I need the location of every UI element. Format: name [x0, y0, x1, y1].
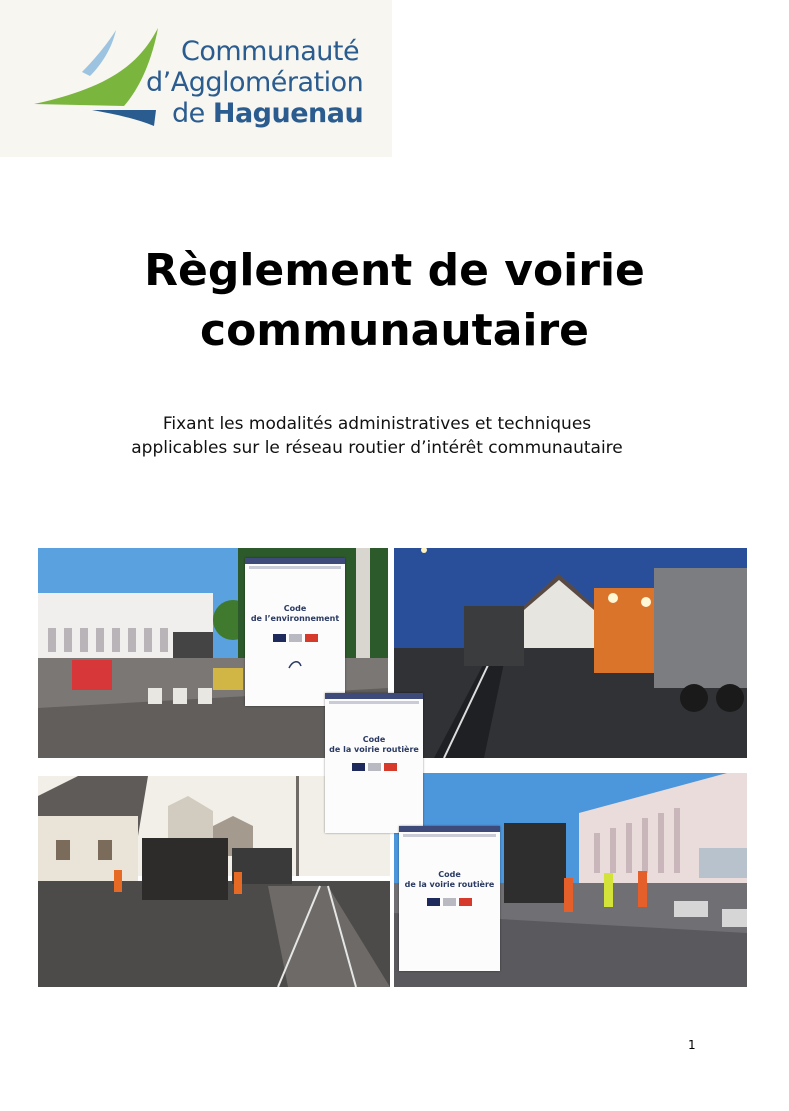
cover-title-line2: de la voirie routière: [329, 745, 419, 754]
book-cover-code-voirie-routiere: [325, 693, 423, 833]
cover-color-squares: [245, 634, 345, 642]
title-line1: Règlement de voirie: [144, 245, 645, 296]
book-cover-code-environnement: [245, 558, 345, 706]
document-title: [0, 241, 789, 361]
cover-title-line2: de la voirie routière: [404, 880, 495, 889]
cover-title-line2: de l’environnement: [250, 614, 340, 623]
cover-title-line1: Code: [438, 870, 461, 879]
cover-color-squares: [325, 763, 423, 771]
agglomeration-logo: [0, 0, 392, 157]
photo-night-paving: [394, 548, 747, 758]
subtitle-line2: applicables sur le réseau routier d’intérêt communautaire: [131, 438, 623, 458]
document-subtitle: [0, 412, 754, 460]
title-line2: communautaire: [199, 305, 590, 356]
logo-text-line2: d’Agglomération: [146, 67, 364, 98]
subtitle-line1: Fixant les modalités administratives et techniques: [162, 414, 592, 434]
publisher-emblem-icon: [287, 660, 303, 670]
cover-title-line1: Code: [362, 735, 386, 744]
cover-color-squares: [399, 898, 500, 906]
book-cover-code-voirie-routiere-2: [399, 826, 500, 971]
page-number: 1: [688, 1038, 696, 1052]
logo-text-line1: Communauté: [181, 36, 360, 67]
cover-fine-print: [245, 650, 345, 654]
cover-title-line1: Code: [283, 604, 307, 613]
logo-text-line3: de Haguenau: [172, 98, 364, 129]
